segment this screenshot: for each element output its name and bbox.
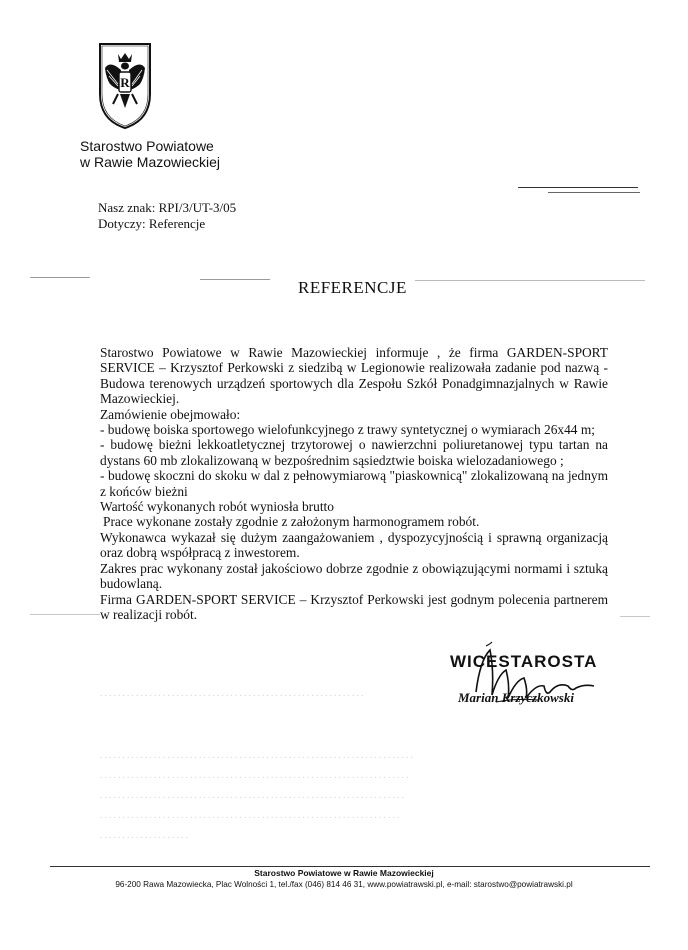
- footer-title: Starostwo Powiatowe w Rawie Mazowieckiej: [254, 868, 434, 878]
- scan-artifact: [200, 279, 270, 280]
- handwritten-signature: [446, 640, 606, 720]
- paragraph: Wykonawca wykazał się dużym zaangażowaniem , dyspozycyjnością i sprawną organizacją oraz dobrą współpracą z inwestorem.: [100, 529, 608, 561]
- scan-artifact: . . . . . . . . . . . . . . . . . . . . . . . . . . . . . . . . . . . . . . . . . . . . . . . . . . . . . . . . . . . . . . . . . . . . . .: [100, 750, 413, 760]
- divider: [518, 187, 638, 188]
- footer-address: 96-200 Rawa Mazowiecka, Plac Wolności 1, tel./fax (046) 814 46 31, www.powiatrawski.pl, e-mail: starostwo@powiatrawski.pl: [115, 880, 573, 889]
- paragraph: Firma GARDEN-SPORT SERVICE – Krzysztof Perkowski jest godnym polecenia partnerem w realizacji robót.: [100, 591, 608, 622]
- scan-artifact: . . . . . . . . . . . . . . . . . . . . . . . . . . . . . . . . . . . . . . . . . . . . . . . . . . . . . . . . . . . . . . . . . . .: [100, 810, 400, 820]
- svg-text:R: R: [120, 75, 130, 90]
- paragraph: - budowę boiska sportowego wielofunkcyjnego z trawy syntetycznej o wymiarach 26x44 m;: [100, 422, 595, 438]
- paragraph: Zakres prac wykonany został jakościowo dobrze zgodnie z obowiązującymi normami i sztuką budowlaną.: [100, 560, 608, 592]
- office-name: [80, 138, 220, 170]
- paragraph: Wartość wykonanych robót wyniosła brutto: [100, 499, 334, 515]
- paragraph: Prace wykonane zostały zgodnie z założonym harmonogramem robót.: [103, 514, 480, 530]
- paragraph: Zamówienie obejmowało:: [100, 406, 241, 422]
- divider: [548, 192, 640, 193]
- reference-block: [98, 200, 236, 232]
- office-name-line1: Starostwo Powiatowe: [80, 138, 214, 154]
- scan-artifact: [620, 616, 650, 617]
- footer-divider: [50, 866, 650, 867]
- letter-body: [100, 345, 608, 622]
- scan-artifact: . . . . . . . . . . . . . . . . . . . . . . . . . . . . . . . . . . . . . . . . . . . . . . . . . . . . . . . . . . .: [100, 688, 364, 698]
- white-eagle-coat-of-arms-icon: [96, 38, 154, 130]
- scan-artifact: [415, 280, 645, 281]
- scan-artifact: [30, 277, 90, 278]
- scan-artifact: . . . . . . . . . . . . . . . . . . . . . . . . . . . . . . . . . . . . . . . . . . . . . . . . . . . . . . . . . . . . . . . . . . . . .: [100, 770, 409, 780]
- signatory-title-stamp: WICESTAROSTA: [450, 652, 598, 671]
- document-title: REFERENCJE: [298, 278, 407, 297]
- scan-artifact: [30, 614, 100, 615]
- office-name-line2: w Rawie Mazowieckiej: [80, 154, 221, 170]
- subject-line: Dotyczy: Referencje: [98, 216, 206, 231]
- scan-artifact: . . . . . . . . . . . . . . . . . . . .: [100, 830, 188, 840]
- paragraph: Starostwo Powiatowe w Rawie Mazowieckiej informuje , że firma GARDEN-SPORT SERVICE – Krzysztof Perkowski z siedzibą w Legionowie realizowała zadanie pod nazwą - Budowa terenowych urządzeń sportowych dla Zespołu Szkół Ponadgimnazjalnych w Rawie Mazowieckiej.: [100, 345, 608, 407]
- paragraph: - budowę skoczni do skoku w dal z pełnowymiarową "piaskownicą" zlokalizowaną na jednym z końców bieżni: [100, 468, 608, 499]
- our-reference: Nasz znak: RPI/3/UT-3/05: [98, 200, 237, 215]
- paragraph: - budowę bieżni lekkoatletycznej trzytorowej o nawierzchni poliuretanowej typu tartan na dystans 60 mb zlokalizowaną w bezpośrednim sąsiedztwie boiska wielozadaniowego ;: [100, 437, 608, 468]
- scan-artifact: . . . . . . . . . . . . . . . . . . . . . . . . . . . . . . . . . . . . . . . . . . . . . . . . . . . . . . . . . . . . . . . . . . . .: [100, 790, 404, 800]
- signatory-name: Marian Krzyczkowski: [458, 690, 574, 705]
